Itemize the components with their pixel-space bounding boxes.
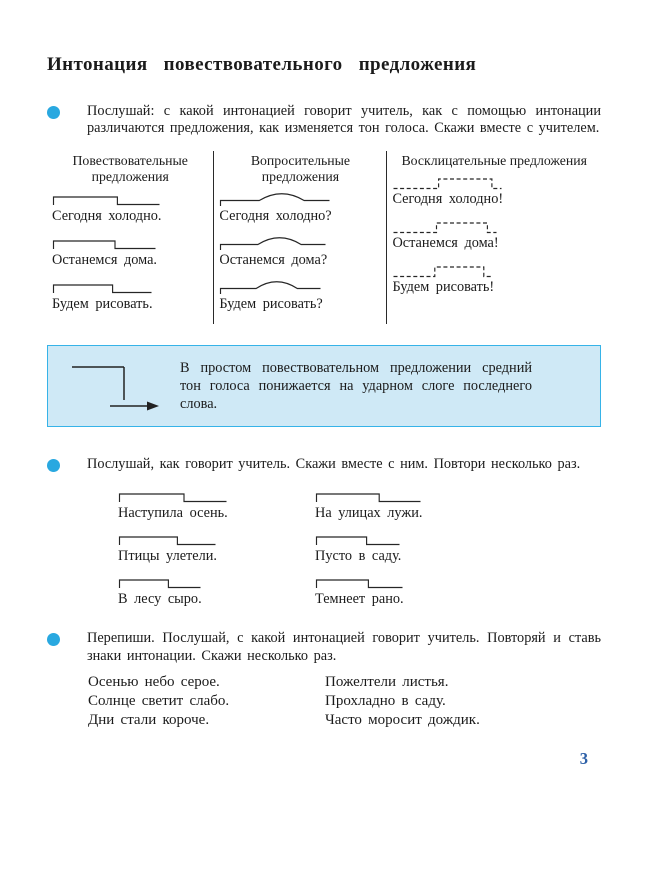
list-item: Прохладно в саду. [325, 693, 446, 710]
list-item [118, 528, 315, 565]
sentence: Темнеет рано. [315, 591, 404, 608]
exercise-2-text: Послушай, как говорит учитель. Скажи вместе с ним. Повтори несколько раз. [87, 455, 581, 472]
table-row [219, 188, 381, 225]
column-header-interrogative: Вопросительные предложения [250, 152, 351, 185]
intonation-table [47, 151, 601, 324]
intonation-fall-mark-icon [52, 193, 161, 209]
list-item [315, 528, 601, 565]
task-bullet-icon [47, 106, 60, 119]
sentence: Будем рисовать. [52, 295, 153, 312]
table-row [219, 276, 381, 313]
rule-box [47, 345, 601, 427]
sentence: Останемся дома? [219, 251, 328, 268]
sentence: Птицы улетели. [118, 548, 218, 565]
list-item: Часто моросит дождик. [325, 711, 480, 728]
sentence: На улицах лужи. [315, 505, 423, 522]
intonation-fall-mark-icon [315, 576, 404, 592]
exercise-3 [47, 630, 601, 665]
intonation-fall-mark-icon [315, 533, 401, 549]
table-column-declarative [47, 151, 213, 324]
intonation-exclaim-mark-icon [392, 176, 503, 192]
intonation-fall-mark-icon [52, 237, 157, 253]
list-item: Пожелтели листья. [325, 674, 449, 691]
table-row [219, 232, 381, 269]
sentence: Пусто в саду. [315, 548, 402, 565]
intonation-fall-mark-icon [52, 281, 153, 297]
intonation-fall-mark-icon [118, 533, 217, 549]
table-row [392, 215, 596, 252]
table-row [52, 276, 208, 313]
table-column-interrogative [213, 151, 387, 324]
list-item [118, 571, 315, 608]
intonation-rise-mark-icon [219, 193, 331, 209]
exercise-3-text: Перепиши. Послушай, с какой интонацией говорит учитель. Повторяй и ставь знаки интонации. Скажи несколько раз. [87, 630, 601, 664]
table-column-exclamatory [387, 151, 601, 324]
table-row [52, 232, 208, 269]
sentence: Будем рисовать! [392, 279, 495, 296]
exercise-2-sentence-grid [118, 485, 601, 608]
intonation-fall-mark-icon [118, 576, 202, 592]
sentence: В лесу сыро. [118, 591, 202, 608]
intonation-exclaim-mark-icon [392, 264, 494, 280]
sentence: Сегодня холодно! [392, 191, 504, 208]
intonation-fall-mark-icon [315, 490, 422, 506]
column-header-exclamatory: Восклицательные предложения [401, 152, 587, 168]
rule-text: В простом повествовательном предложении средний тон голоса понижается на ударном слоге последнего слова. [180, 359, 532, 413]
list-item [315, 485, 601, 522]
list-item [315, 571, 601, 608]
sentence: Сегодня холодно? [219, 207, 332, 224]
page-number: 3 [579, 749, 588, 768]
intonation-rise-mark-icon [219, 281, 322, 297]
intonation-exclaim-mark-icon [392, 220, 498, 236]
list-item: Солнце светит слабо. [88, 693, 230, 710]
tone-step-down-arrow-icon [70, 358, 162, 414]
task-bullet-icon [47, 633, 60, 646]
list-item: Дни стали короче. [88, 711, 210, 728]
sentence: Наступила осень. [118, 505, 228, 522]
task-bullet-icon [47, 459, 60, 472]
intonation-rise-mark-icon [219, 237, 327, 253]
column-header-declarative: Повествовательные предложения [72, 152, 188, 185]
table-row [52, 188, 208, 225]
list-item [118, 485, 315, 522]
exercise-3-sentence-grid [88, 673, 601, 729]
sentence: Сегодня холодно. [52, 207, 162, 224]
table-row [392, 259, 596, 296]
exercise-2 [47, 456, 601, 473]
list-item: Осенью небо серое. [88, 674, 220, 691]
exercise-1 [47, 103, 601, 138]
page-title: Интонация повествовательного предложения [47, 54, 477, 75]
table-row [392, 171, 596, 208]
sentence: Останемся дома! [392, 235, 499, 252]
sentence: Останемся дома. [52, 251, 157, 268]
exercise-1-text: Послушай: с какой интонацией говорит учитель, как с помощью интонации различаются предложения, как изменяется тон голоса. Скажи вместе с учителем. [87, 103, 601, 137]
sentence: Будем рисовать? [219, 295, 323, 312]
intonation-fall-mark-icon [118, 490, 228, 506]
